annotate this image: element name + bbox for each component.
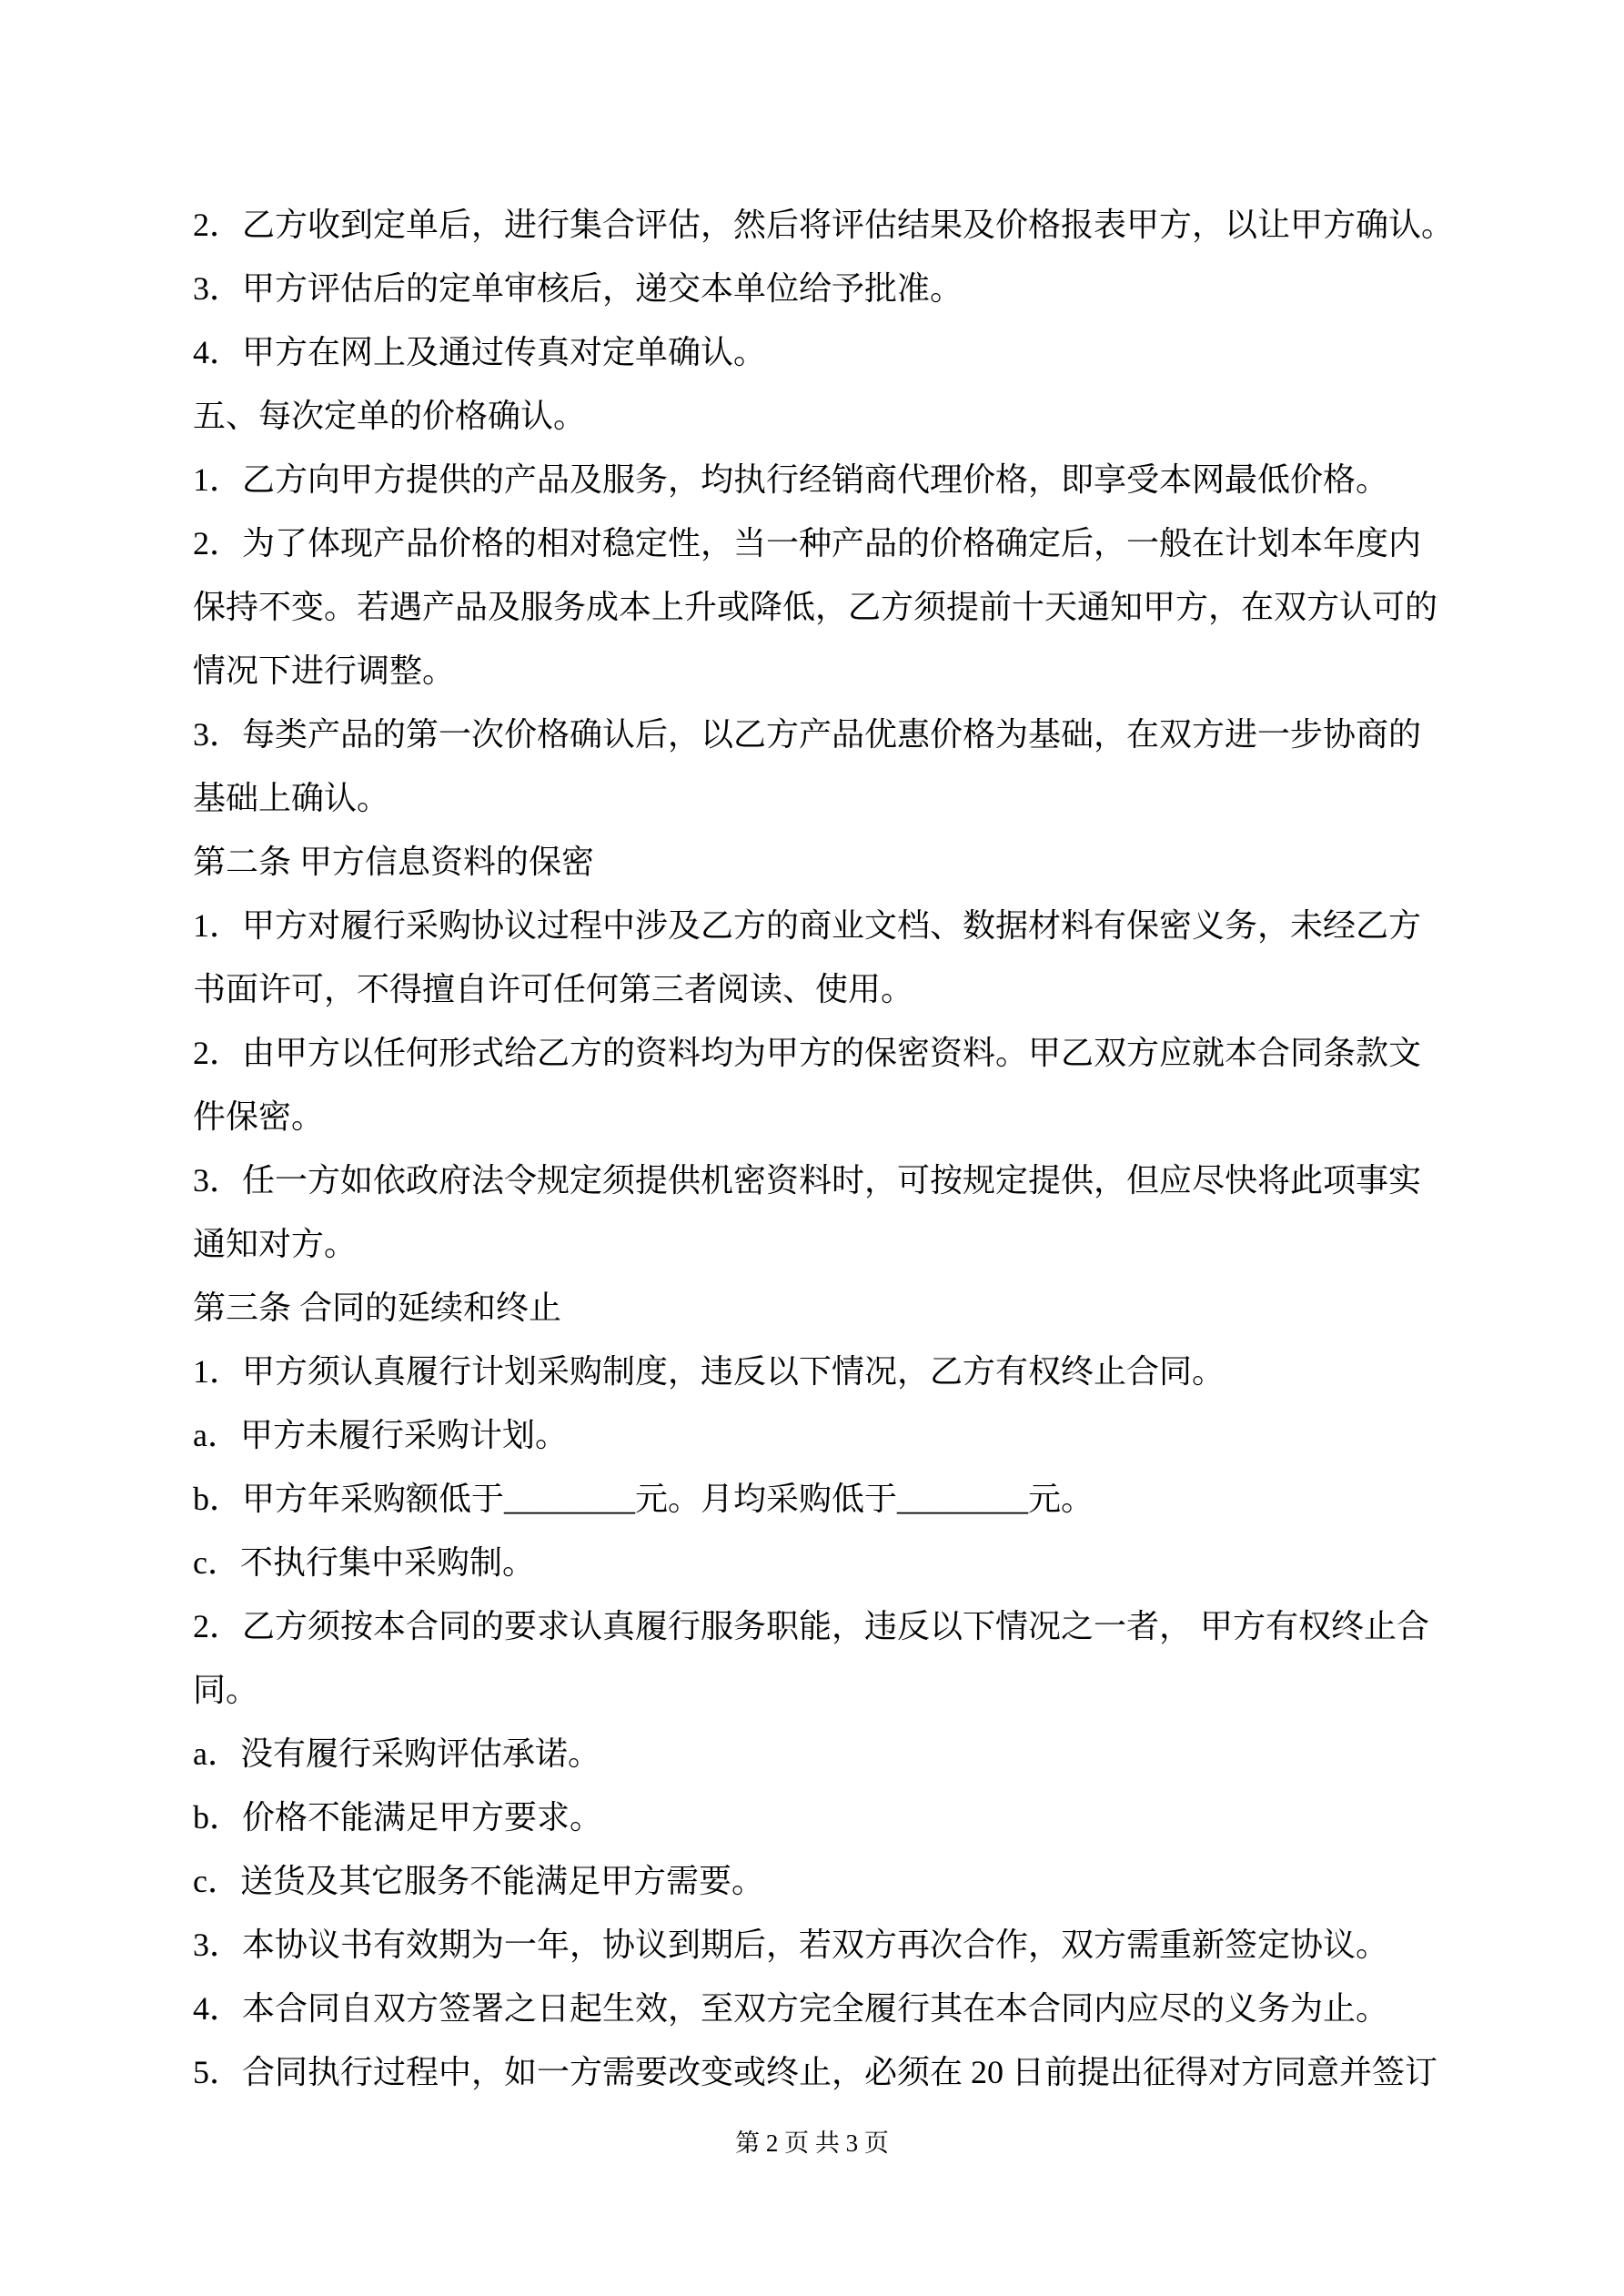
document-line: a．甲方未履行采购计划。 (193, 1417, 568, 1453)
document-line: 通知对方。 (193, 1226, 358, 1262)
document-line: c．送货及其它服务不能满足甲方需要。 (193, 1863, 764, 1899)
section-heading-article-3: 第三条 合同的延续和终止 (193, 1290, 562, 1326)
document-line: 5．合同执行过程中，如一方需要改变或终止，必须在 20 日前提出征得对方同意并签订 (193, 2054, 1438, 2090)
clause-heading-price-confirmation: 五、每次定单的价格确认。 (193, 398, 587, 434)
document-line: 1．乙方向甲方提供的产品及服务，均执行经销商代理价格，即享受本网最低价格。 (193, 461, 1389, 498)
document-line: 4．甲方在网上及通过传真对定单确认。 (193, 334, 767, 370)
document-line: b．价格不能满足甲方要求。 (193, 1799, 603, 1836)
document-line: 保持不变。若遇产品及服务成本上升或降低，乙方须提前十天通知甲方，在双方认可的 (193, 589, 1438, 625)
document-line: 书面许可，不得擅自许可任何第三者阅读、使用。 (193, 971, 914, 1007)
document-line: 2．乙方须按本合同的要求认真履行服务职能，违反以下情况之一者， 甲方有权终止合 (193, 1608, 1430, 1644)
document-line: 件保密。 (193, 1098, 325, 1135)
document-line: 2．为了体现产品价格的相对稳定性，当一种产品的价格确定后，一般在计划本年度内 (193, 525, 1422, 561)
document-line: 1．甲方对履行采购协议过程中涉及乙方的商业文档、数据材料有保密义务，未经乙方 (193, 907, 1422, 944)
document-line: 3．任一方如依政府法令规定须提供机密资料时，可按规定提供，但应尽快将此项事实 (193, 1162, 1422, 1199)
document-line: 4．本合同自双方签署之日起生效，至双方完全履行其在本合同内应尽的义务为止。 (193, 1990, 1389, 2027)
document-line: 同。 (193, 1672, 259, 1708)
document-body (193, 193, 1455, 2104)
document-line: 2．乙方收到定单后，进行集合评估，然后将评估结果及价格报表甲方，以让甲方确认。 (193, 207, 1455, 243)
document-line: c．不执行集中采购制。 (193, 1544, 535, 1581)
document-line: 3．甲方评估后的定单审核后，递交本单位给予批准。 (193, 270, 963, 307)
document-line: 2．由甲方以任何形式给乙方的资料均为甲方的保密资料。甲乙双方应就本合同条款文 (193, 1035, 1422, 1071)
document-line: a．没有履行采购评估承诺。 (193, 1735, 600, 1772)
document-line: 3．本协议书有效期为一年，协议到期后，若双方再次合作，双方需重新签定协议。 (193, 1927, 1389, 1963)
document-line-with-blanks: b．甲方年采购额低于________元。月均采购低于________元。 (193, 1481, 1094, 1517)
page-number-footer: 第 2 页 共 3 页 (735, 2129, 889, 2157)
document-line: 基础上确认。 (193, 780, 390, 816)
document-line: 情况下进行调整。 (193, 652, 456, 689)
section-heading-article-2: 第二条 甲方信息资料的保密 (193, 844, 595, 880)
document-line: 3．每类产品的第一次价格确认后，以乙方产品优惠价格为基础，在双方进一步协商的 (193, 716, 1422, 753)
document-line: 1．甲方须认真履行计划采购制度，违反以下情况，乙方有权终止合同。 (193, 1353, 1226, 1390)
